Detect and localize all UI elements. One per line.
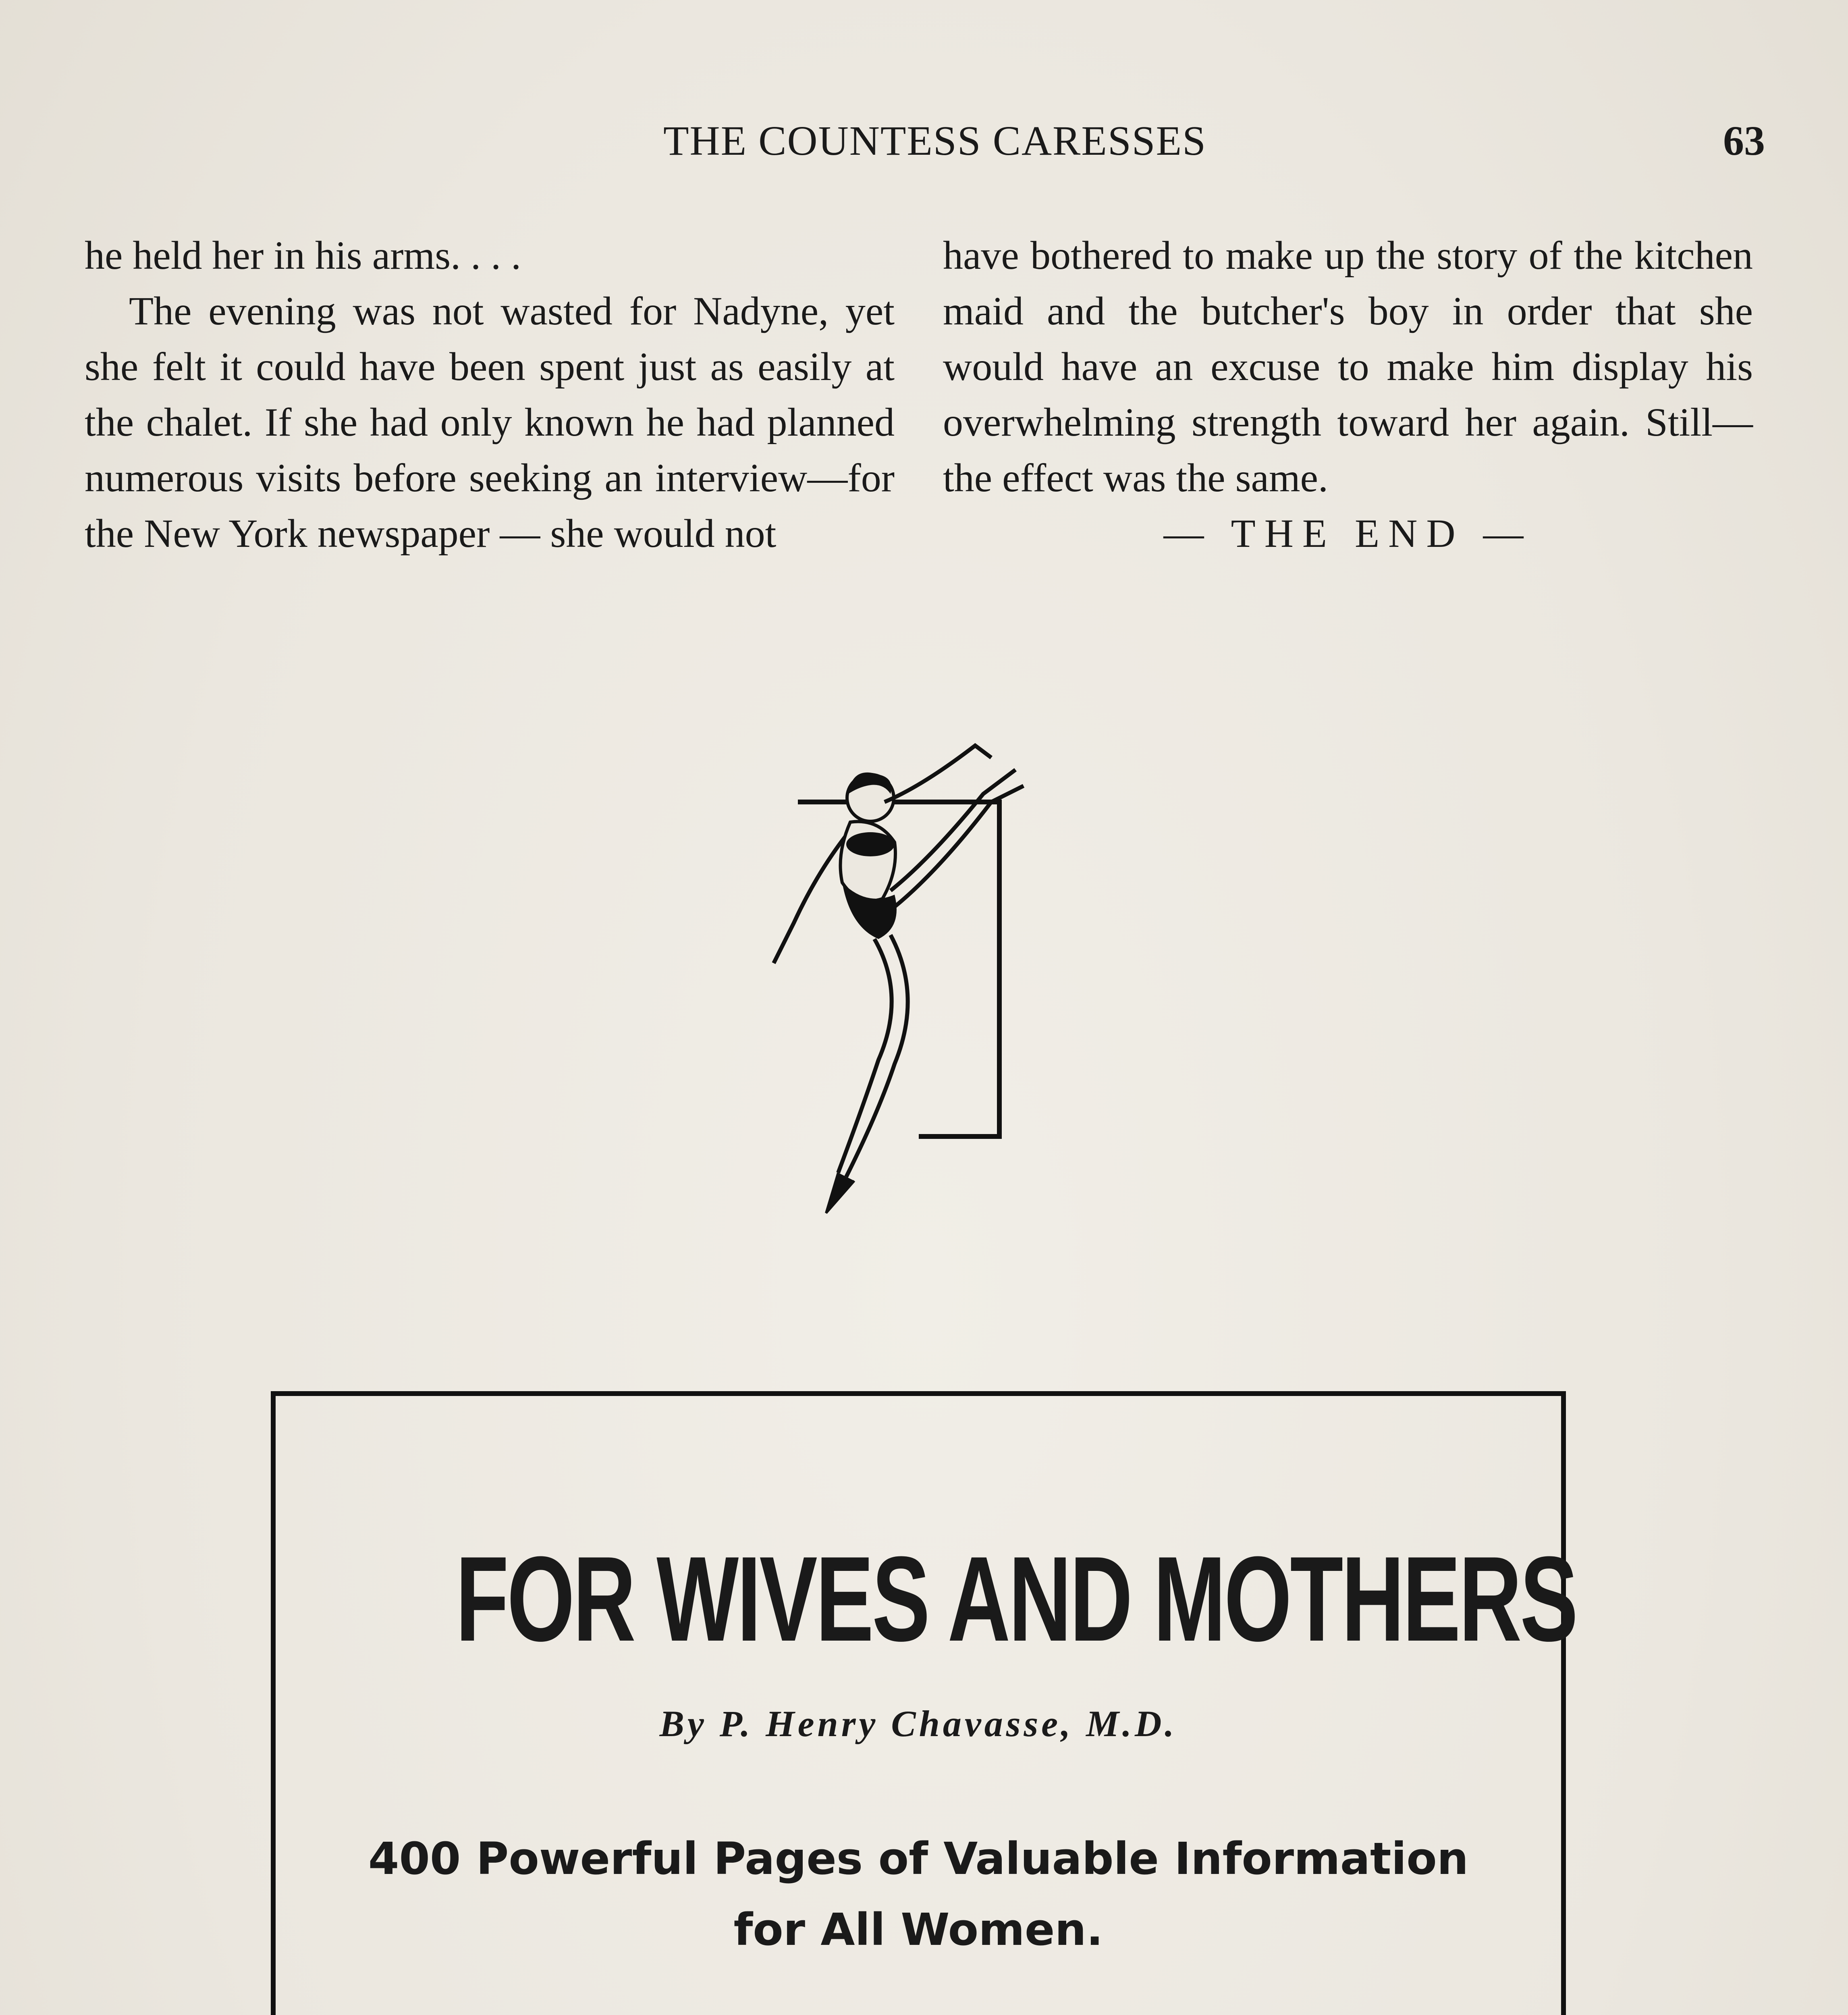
ad-description <box>276 1823 1561 1965</box>
ad-description-line: 400 Powerful Pages of Valuable Information <box>368 1833 1469 1884</box>
story-paragraph: The evening was not wasted for Nadyne, yet she felt it could have been spent just as easily at the chalet. If she had only known he had planned numerous visits before seeking an interview—for the New York newspaper — she would not <box>85 289 895 556</box>
ad-author: By P. Henry Chavasse, M.D. <box>659 1703 1177 1744</box>
page-number: 63 <box>1723 118 1765 164</box>
the-end-mark: — THE END — <box>1163 511 1532 556</box>
ad-title: FOR WIVES AND MOTHERS <box>455 1531 1576 1666</box>
dancer-illustration <box>750 737 1096 1221</box>
story-left-column <box>85 228 895 561</box>
story-paragraph: he held her in his arms. . . . <box>85 233 521 278</box>
story-right-column <box>943 228 1753 561</box>
advertisement-box <box>271 1391 1576 2015</box>
story-paragraph: have bothered to make up the story of the kitchen maid and the butcher's boy in order that she would have an excuse to make him display his overwhelming strength toward her again. Still—the effect was the same. <box>943 233 1753 500</box>
ad-description-line: for All Women. <box>733 1904 1103 1955</box>
running-title: THE COUNTESS CARESSES <box>663 118 1206 164</box>
